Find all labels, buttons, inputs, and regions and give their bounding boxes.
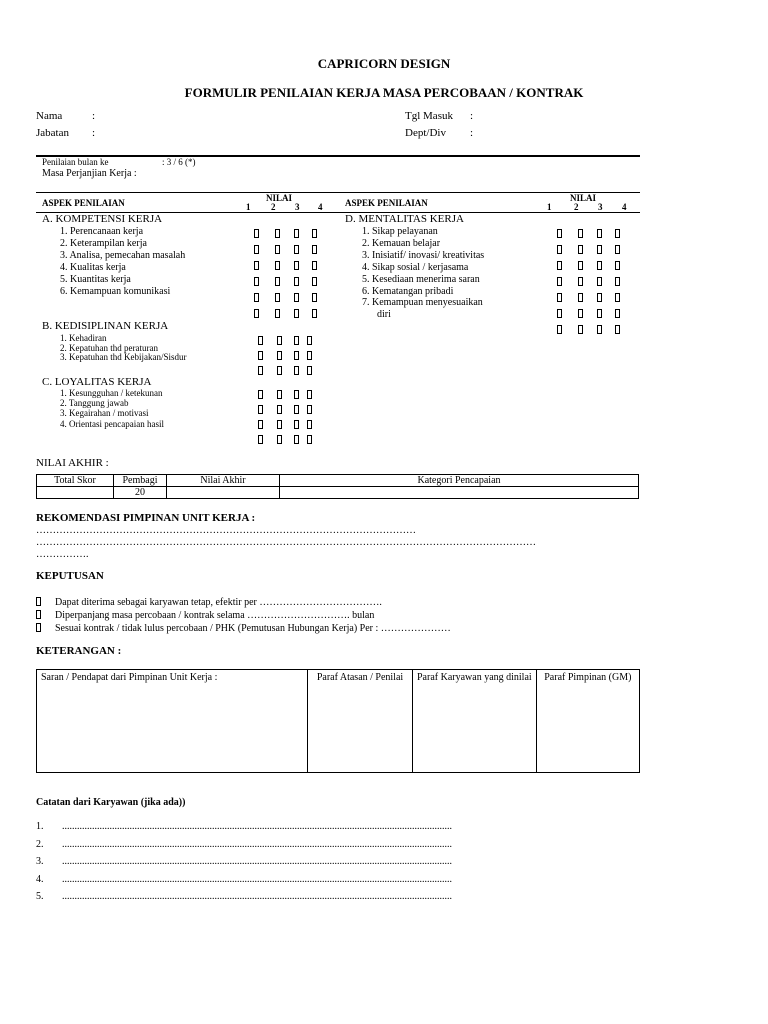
company-name: CAPRICORN DESIGN [317,56,451,71]
score-checkbox[interactable] [254,261,259,270]
keputusan-option-1[interactable] [36,597,41,609]
col-kategori: Kategori Pencapaian [280,475,639,487]
score-checkbox[interactable] [294,405,299,414]
score-checkbox[interactable] [312,261,317,270]
score-checkbox[interactable] [275,293,280,302]
nilai-akhir-table [36,474,639,499]
catatan-number: 4. [36,873,44,885]
catatan-line[interactable]: ............................................................................................................................................................ [62,856,452,867]
score-checkbox[interactable] [312,277,317,286]
list-item: 5. Kesediaan menerima saran [362,274,480,285]
keputusan-option-label: Dapat diterima sebagai karyawan tetap, efektir per ………………………………. [55,597,382,608]
list-item: 5. Kuantitas kerja [60,274,131,285]
catatan-line[interactable]: ............................................................................................................................................................ [62,821,452,832]
score-checkbox[interactable] [307,351,312,360]
cell-total-skor[interactable] [37,487,114,499]
score-checkbox[interactable] [557,245,562,254]
score-checkbox[interactable] [277,351,282,360]
catatan-number: 1. [36,821,44,832]
colon: : [470,127,474,139]
paraf-atasan-cell[interactable]: Paraf Atasan / Penilai [308,670,413,773]
catatan-number: 3. [36,856,44,867]
paraf-karyawan-cell[interactable]: Paraf Karyawan yang dinilai [413,670,537,773]
colon: : [470,110,474,122]
value-penilaian-bulan: : 3 / 6 (*) [162,157,196,167]
cell-nilai-akhir[interactable] [167,487,280,499]
list-item: 3. Analisa, pemecahan masalah [60,250,186,261]
score-checkbox[interactable] [294,277,299,286]
list-item: 4. Sikap sosial / kerjasama [362,262,469,273]
label-nama: Nama [36,110,63,122]
col-pembagi: Pembagi [114,475,167,487]
header-nilai-right: NILAI [570,193,597,203]
score-2: 2 [574,202,579,212]
keputusan-option-label: Diperpanjang masa percobaan / kontrak selama …………………………. bulan [55,610,375,621]
score-checkbox[interactable] [597,245,602,254]
list-item: 1. Kehadiran [60,333,107,343]
col-nilai-akhir: Nilai Akhir [167,475,280,487]
list-item: 4. Kualitas kerja [60,262,126,273]
rekomendasi-line[interactable]: ……………. [36,549,89,560]
score-checkbox[interactable] [557,293,562,302]
score-checkbox[interactable] [597,277,602,286]
score-checkbox[interactable] [275,261,280,270]
table-top-line [36,192,640,193]
keputusan-option-label: Sesuai kontrak / tidak lulus percobaan / PHK (Pemutusan Hubungan Kerja) Per : ………………… [55,623,451,634]
list-item: 2. Tanggung jawab [60,398,129,408]
score-checkbox[interactable] [258,420,263,429]
nilai-akhir-label: NILAI AKHIR : [36,457,109,469]
score-checkbox[interactable] [597,229,602,238]
score-checkbox[interactable] [277,390,282,399]
score-checkbox[interactable] [258,435,263,444]
score-checkbox[interactable] [578,261,583,270]
score-checkbox[interactable] [277,366,282,375]
score-checkbox[interactable] [578,325,583,334]
section-c-title: C. LOYALITAS KERJA [42,376,152,388]
score-checkbox[interactable] [597,325,602,334]
checkbox-icon[interactable] [36,623,41,632]
score-checkbox[interactable] [294,336,299,345]
score-checkbox[interactable] [557,277,562,286]
score-1: 1 [246,202,251,212]
score-checkbox[interactable] [307,336,312,345]
list-item: 4. Orientasi pencapaian hasil [60,419,164,429]
score-checkbox[interactable] [557,229,562,238]
score-checkbox[interactable] [557,261,562,270]
label-dept: Dept/Div [405,127,446,139]
label-masa-perjanjian: Masa Perjanjian Kerja : [42,168,137,179]
list-item: 2. Keterampilan kerja [60,238,147,249]
score-checkbox[interactable] [294,293,299,302]
score-3: 3 [598,202,603,212]
score-checkbox[interactable] [557,309,562,318]
section-b-title: B. KEDISIPLINAN KERJA [42,320,169,332]
catatan-line[interactable]: ............................................................................................................................................................ [62,838,452,850]
score-checkbox[interactable] [294,261,299,270]
score-checkbox[interactable] [312,293,317,302]
score-checkbox[interactable] [254,229,259,238]
score-checkbox[interactable] [597,309,602,318]
checkbox-icon[interactable] [36,597,41,606]
saran-cell[interactable]: Saran / Pendapat dari Pimpinan Unit Kerja : [37,670,308,773]
list-item: 1. Sikap pelayanan [362,226,438,237]
catatan-number: 5. [36,891,44,902]
header-aspek-right: ASPEK PENILAIAN [345,198,428,208]
list-item: 3. Kepatuhan thd Kebijakan/Sisdur [60,352,187,362]
list-item: 6. Kematangan pribadi [362,286,454,297]
score-checkbox[interactable] [615,309,620,318]
catatan-line[interactable]: ............................................................................................................................................................ [62,891,452,902]
score-checkbox[interactable] [294,435,299,444]
rekomendasi-line[interactable]: …………………………………………………………………………………………………………………………………… [36,537,536,548]
score-checkbox[interactable] [277,435,282,444]
score-checkbox[interactable] [294,309,299,318]
score-checkbox[interactable] [615,245,620,254]
score-checkbox[interactable] [578,309,583,318]
score-1: 1 [547,202,552,212]
checkbox-icon[interactable] [36,610,41,619]
catatan-line[interactable]: ............................................................................................................................................................ [62,873,452,885]
score-checkbox[interactable] [578,293,583,302]
catatan-number: 2. [36,838,44,850]
score-checkbox[interactable] [294,351,299,360]
score-checkbox[interactable] [294,366,299,375]
score-checkbox[interactable] [275,309,280,318]
list-item: 2. Kepatuhan thd peraturan [60,343,158,353]
colon: : [92,110,96,122]
score-checkbox[interactable] [615,277,620,286]
score-2: 2 [271,202,276,212]
section-a-title: A. KOMPETENSI KERJA [42,213,163,225]
keputusan-option-3[interactable] [36,623,41,635]
score-checkbox[interactable] [275,245,280,254]
score-checkbox[interactable] [312,229,317,238]
score-checkbox[interactable] [254,309,259,318]
form-title: FORMULIR PENILAIAN KERJA MASA PERCOBAAN / KONTRAK [184,85,584,100]
score-checkbox[interactable] [294,420,299,429]
score-checkbox[interactable] [277,336,282,345]
score-checkbox[interactable] [615,261,620,270]
col-total-skor: Total Skor [37,475,114,487]
score-checkbox[interactable] [615,293,620,302]
keterangan-title: KETERANGAN : [36,645,122,657]
list-item: 2. Kemauan belajar [362,238,441,249]
score-checkbox[interactable] [578,229,583,238]
keputusan-option-2[interactable] [36,610,41,622]
score-checkbox[interactable] [258,366,263,375]
rekomendasi-title: REKOMENDASI PIMPINAN UNIT KERJA : [36,512,256,524]
score-checkbox[interactable] [294,245,299,254]
keterangan-table [36,669,640,773]
list-item: 6. Kemampuan komunikasi [60,286,171,297]
label-jabatan: Jabatan [36,127,69,139]
score-checkbox[interactable] [597,261,602,270]
divider [36,155,640,157]
score-checkbox[interactable] [578,277,583,286]
score-checkbox[interactable] [312,309,317,318]
section-d-title: D. MENTALITAS KERJA [345,213,464,225]
label-tgl-masuk: Tgl Masuk [405,110,453,122]
score-checkbox[interactable] [275,277,280,286]
list-item: 1. Kesungguhan / ketekunan [60,388,163,398]
colon: : [92,127,96,139]
score-checkbox[interactable] [615,229,620,238]
score-checkbox[interactable] [275,229,280,238]
score-3: 3 [295,202,300,212]
score-4: 4 [622,202,627,212]
score-4: 4 [318,202,323,212]
score-checkbox[interactable] [277,405,282,414]
score-checkbox[interactable] [294,229,299,238]
label-penilaian-bulan: Penilaian bulan ke [42,157,109,167]
cell-pembagi: 20 [114,487,167,499]
list-item: 3. Kegairahan / motivasi [60,408,149,418]
score-checkbox[interactable] [615,325,620,334]
header-nilai-left: NILAI [266,193,293,203]
score-checkbox[interactable] [307,420,312,429]
score-checkbox[interactable] [307,366,312,375]
score-checkbox[interactable] [254,277,259,286]
score-checkbox[interactable] [254,293,259,302]
score-checkbox[interactable] [294,390,299,399]
list-item-cont: diri [377,309,391,320]
list-item: 7. Kemampuan menyesuaikan [362,297,483,308]
score-checkbox[interactable] [258,336,263,345]
score-checkbox[interactable] [258,390,263,399]
list-item: 3. Inisiatif/ inovasi/ kreativitas [362,250,485,261]
paraf-pimpinan-cell[interactable]: Paraf Pimpinan (GM) [536,670,639,773]
cell-kategori[interactable] [280,487,639,499]
list-item: 1. Perencanaan kerja [60,226,144,237]
score-checkbox[interactable] [578,245,583,254]
score-checkbox[interactable] [597,293,602,302]
score-checkbox[interactable] [557,325,562,334]
keputusan-title: KEPUTUSAN [36,570,104,582]
score-checkbox[interactable] [277,420,282,429]
score-checkbox[interactable] [307,390,312,399]
score-checkbox[interactable] [258,351,263,360]
score-checkbox[interactable] [312,245,317,254]
score-checkbox[interactable] [307,435,312,444]
score-checkbox[interactable] [254,245,259,254]
header-aspek-left: ASPEK PENILAIAN [42,198,125,208]
score-checkbox[interactable] [307,405,312,414]
rekomendasi-line[interactable]: …………………………………………………………………………………………………… [36,525,416,536]
score-checkbox[interactable] [258,405,263,414]
catatan-title: Catatan dari Karyawan (jika ada)) [36,797,186,808]
